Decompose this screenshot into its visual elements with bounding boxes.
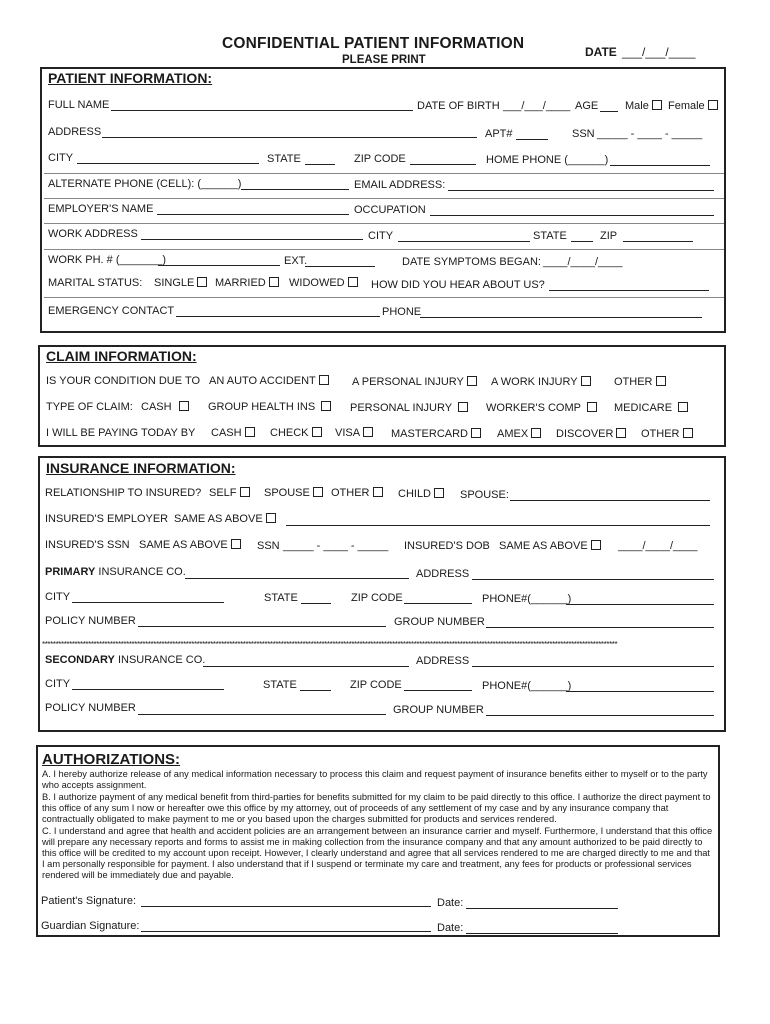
city-field[interactable] [77,163,259,164]
primary-group-label: GROUP NUMBER [394,616,485,628]
alt-phone-label: ALTERNATE PHONE (CELL): (______) [48,178,242,190]
work-city-label: CITY [368,230,394,242]
secondary-policy-label: POLICY NUMBER [45,702,136,714]
primary-state-field[interactable] [301,603,331,604]
patient-date-field[interactable] [466,908,618,909]
male-label: Male [625,100,649,112]
amex-checkbox[interactable] [531,428,541,438]
employer-label: EMPLOYER'S NAME [48,203,154,215]
patient-signature-field[interactable] [141,906,431,907]
female-option[interactable] [668,100,718,112]
primary-policy-label: POLICY NUMBER [45,615,136,627]
insurance-heading: INSURANCE INFORMATION: [46,460,236,476]
work-zip-field[interactable] [623,241,693,242]
alt-phone-field[interactable] [241,189,349,190]
pay-other-checkbox[interactable] [683,428,693,438]
auto-option[interactable] [209,375,329,387]
primary-label: PRIMARY [45,566,96,578]
address-field[interactable] [102,137,477,138]
emergency-field[interactable] [176,316,380,317]
self-label: SELF [209,487,237,499]
check-option[interactable] [270,427,322,439]
symptoms-label: DATE SYMPTOMS BEGAN: [402,256,541,268]
claim-heading: CLAIM INFORMATION: [46,348,197,364]
primary-policy-field[interactable] [138,626,386,627]
occupation-field[interactable] [430,215,714,216]
dob-field[interactable]: ___/___/____ [503,100,571,112]
primary-city-field[interactable] [72,602,224,603]
auth-paragraph-b: B. I authorize payment of any medical benefit from third-parties for benefits submitted for my claim to be paid directly to this office. I authorize the direct payment to this office of any sum I now or hereafter owe this office by my attorney, out of proceeds of any settlement of my case and by any insurance company that contractually obligated to make payment to me or you based upon the charges submitted for products and services rendered. [42,792,711,824]
date-label: DATE [585,45,617,59]
secondary-city-field[interactable] [72,689,224,690]
discover-label: DISCOVER [556,428,614,440]
secondary-zip-label: ZIP CODE [350,679,402,691]
secondary-label: SECONDARY [45,654,115,666]
male-option[interactable] [625,100,662,112]
personal-injury-label: PERSONAL INJURY [350,402,453,414]
workers-comp-option[interactable] [486,402,597,414]
secondary-phone-field[interactable] [566,691,714,692]
married-option[interactable] [215,277,279,289]
widowed-checkbox[interactable] [348,277,358,287]
full-name-label: FULL NAME [48,99,110,111]
age-label: AGE [575,100,599,112]
type-label: TYPE OF CLAIM: [46,401,133,413]
apt-field[interactable] [516,139,548,140]
pay-other-option[interactable] [641,428,693,440]
discover-option[interactable] [556,428,626,440]
rel-other-option[interactable] [331,487,383,499]
group-option[interactable] [208,401,331,413]
guardian-signature-field[interactable] [141,931,431,932]
amex-label: AMEX [497,428,529,440]
dob-same-option[interactable] [499,540,601,552]
work-state-field[interactable] [571,241,593,242]
employer-field[interactable] [157,214,349,215]
secondary-city-label: CITY [45,678,71,690]
emergency-phone-field[interactable] [420,317,702,318]
work-zip-label: ZIP [600,230,618,242]
ins-employer-field[interactable] [286,525,710,526]
visa-option[interactable] [335,427,373,439]
auth-paragraph-c: C. I understand and agree that health and accident policies are an arrangement between an insurance carrier and myself. Furthermore, I understand that this office will prepare any necessary reports and forms to assist me in making collection from the insurance company and that any amount authorized to be paid directly to this office will be credited to my account upon receipt. However, I clearly understand and agree that all services rendered to me are charged directly to me and that I am personally responsible for payment. I also understand that if I suspend or terminate my care and treatment, any fees for products or professional services rendered will be immediately due and payable. [42,826,713,880]
divider [44,173,724,174]
occupation-label: OCCUPATION [354,204,426,216]
widowed-label: WIDOWED [289,277,345,289]
work-address-field[interactable] [141,239,363,240]
auth-paragraph-a: A. I hereby authorize release of any medical information necessary to process this claim and request payment of insurance benefits either to myself or to the party who accepts assignment. [42,769,708,790]
auto-label: AN AUTO ACCIDENT [209,375,316,387]
age-field[interactable] [600,111,618,112]
zip-field[interactable] [410,164,476,165]
secondary-zip-field[interactable] [404,690,472,691]
marital-label: MARITAL STATUS: [48,277,143,289]
group-label: GROUP HEALTH INS [208,401,316,413]
ssn-label: SSN [572,128,595,140]
work-phone-field[interactable] [158,265,280,266]
dob-label: DATE OF BIRTH [417,100,500,112]
check-label: CHECK [270,427,309,439]
secondary-address-label: ADDRESS [416,655,470,667]
city-label: CITY [48,152,74,164]
patient-section [40,67,726,333]
discover-checkbox[interactable] [616,428,626,438]
ssn-same-checkbox[interactable] [231,539,241,549]
mastercard-option[interactable] [391,428,481,440]
primary-address-label: ADDRESS [416,568,470,580]
personal-injury-option[interactable] [350,402,468,414]
cash-checkbox[interactable] [179,401,189,411]
divider [44,198,724,199]
work-injury-option[interactable] [491,376,591,388]
hear-field[interactable] [549,290,709,291]
emergency-phone-label: PHONE [382,306,422,318]
secondary-policy-field[interactable] [138,714,386,715]
married-checkbox[interactable] [269,277,279,287]
spouse-name-field[interactable] [510,500,710,501]
dob-same-label: SAME AS ABOVE [499,540,588,552]
ins-dob-label: INSURED'S DOB [404,540,490,552]
guardian-date-label: Date: [437,922,464,934]
visa-checkbox[interactable] [363,427,373,437]
work-injury-label: A WORK INJURY [491,376,578,388]
ins-ssn2-label: SSN [257,540,280,552]
primary-address-field[interactable] [472,579,714,580]
secondary-group-field[interactable] [486,715,714,716]
single-option[interactable] [154,277,207,289]
dob-same-checkbox[interactable] [591,540,601,550]
form-subtitle: PLEASE PRINT [342,54,426,66]
personal-checkbox[interactable] [467,376,477,386]
ins-employer-label: INSURED'S EMPLOYER [45,513,169,525]
married-label: MARRIED [215,277,266,289]
secondary-group-label: GROUP NUMBER [393,704,484,716]
full-name-field[interactable] [111,110,413,111]
employer-same-label: SAME AS ABOVE [174,513,263,525]
date-field[interactable]: ___/___/____ [622,45,696,59]
pay-cash-checkbox[interactable] [245,427,255,437]
personal-option[interactable] [352,376,477,388]
single-checkbox[interactable] [197,277,207,287]
employer-same-option[interactable] [174,513,276,525]
secondary-state-field[interactable] [300,690,331,691]
ssn-same-option[interactable] [139,539,241,551]
hear-label: HOW DID YOU HEAR ABOUT US? [371,279,545,291]
medicare-label: MEDICARE [614,402,673,414]
other-option[interactable] [614,376,666,388]
medicare-checkbox[interactable] [678,402,688,412]
mastercard-label: MASTERCARD [391,428,469,440]
symptoms-field[interactable]: ____/____/____ [543,256,623,268]
child-checkbox[interactable] [434,488,444,498]
address-label: ADDRESS [48,126,102,138]
work-address-label: WORK ADDRESS [48,228,138,240]
auth-heading: AUTHORIZATIONS: [42,751,181,768]
ins-dob-field[interactable]: ____/____/____ [618,540,698,552]
ext-field[interactable] [305,266,375,267]
primary-zip-label: ZIP CODE [351,592,403,604]
guardian-date-field[interactable] [466,933,618,934]
spouse-name-label: SPOUSE: [460,489,509,501]
paying-label: I WILL BE PAYING TODAY BY [46,427,196,439]
pay-cash-label: CASH [211,427,242,439]
other-label: OTHER [614,376,653,388]
personal-label: A PERSONAL INJURY [352,376,464,388]
self-option[interactable] [209,487,250,499]
spouse-checkbox[interactable] [313,487,323,497]
email-label: EMAIL ADDRESS: [354,179,446,191]
visa-label: VISA [335,427,361,439]
emergency-label: EMERGENCY CONTACT [48,305,175,317]
primary-city-label: CITY [45,591,71,603]
pay-other-label: OTHER [641,428,680,440]
primary-phone-label: PHONE#(______) [482,593,572,605]
work-phone-label: WORK PH. # (_______) [48,254,166,266]
employer-same-checkbox[interactable] [266,513,276,523]
cash-label: CASH [141,401,172,413]
apt-label: APT# [485,128,513,140]
work-city-field[interactable] [398,241,530,242]
secondary-state-label: STATE [263,679,297,691]
child-label: CHILD [398,488,432,500]
group-checkbox[interactable] [321,401,331,411]
single-label: SINGLE [154,277,195,289]
cash-option[interactable] [141,401,189,413]
patient-heading: PATIENT INFORMATION: [48,70,213,86]
form-title: CONFIDENTIAL PATIENT INFORMATION [222,35,525,52]
child-option[interactable] [398,488,444,500]
medicare-option[interactable] [614,402,688,414]
rel-other-checkbox[interactable] [373,487,383,497]
due-to-label: IS YOUR CONDITION DUE TO [46,375,201,387]
pay-cash-option[interactable] [211,427,255,439]
primary-co-field[interactable] [185,578,409,579]
primary-zip-field[interactable] [404,603,472,604]
ext-label: EXT. [284,255,308,267]
auto-checkbox[interactable] [319,375,329,385]
check-checkbox[interactable] [312,427,322,437]
primary-co-label [45,566,186,578]
secondary-address-field[interactable] [472,666,714,667]
secondary-co-field[interactable] [203,666,409,667]
other-checkbox[interactable] [656,376,666,386]
work-state-label: STATE [533,230,567,242]
spouse-option[interactable] [264,487,323,499]
female-checkbox[interactable] [708,100,718,110]
ins-ssn-field[interactable]: _____ - ____ - _____ [283,540,389,552]
divider [44,297,724,298]
patient-signature-label: Patient's Signature: [41,895,137,907]
rel-other-label: OTHER [331,487,370,499]
relationship-label: RELATIONSHIP TO INSURED? [45,487,202,499]
self-checkbox[interactable] [240,487,250,497]
amex-option[interactable] [497,428,541,440]
home-phone-label: HOME PHONE (______) [486,154,609,166]
female-label: Female [668,100,705,112]
workers-comp-label: WORKER'S COMP [486,402,581,414]
secondary-phone-label: PHONE#(______) [482,680,572,692]
primary-group-field[interactable] [486,627,714,628]
patient-date-label: Date: [437,897,464,909]
male-checkbox[interactable] [652,100,662,110]
divider [44,249,724,250]
state-field[interactable] [305,164,335,165]
divider [44,223,724,224]
separator-stars: ******************************************************************************************************************************************************************************************************************** [42,640,618,649]
spouse-label: SPOUSE [264,487,310,499]
mastercard-checkbox[interactable] [471,428,481,438]
email-field[interactable] [448,190,714,191]
primary-ins-co: INSURANCE CO. [98,566,186,578]
primary-state-label: STATE [264,592,298,604]
guardian-signature-label: Guardian Signature: [41,920,140,932]
ins-ssn-label: INSURED'S SSN [45,539,130,551]
personal-injury-checkbox[interactable] [458,402,468,412]
state-label: STATE [267,153,301,165]
secondary-ins-co: INSURANCE CO. [117,654,206,666]
widowed-option[interactable] [289,277,358,289]
secondary-co-label [45,654,205,666]
primary-phone-field[interactable] [566,604,714,605]
work-injury-checkbox[interactable] [581,376,591,386]
zip-label: ZIP CODE [354,153,406,165]
ssn-same-label: SAME AS ABOVE [139,539,228,551]
home-phone-field[interactable] [610,165,710,166]
ssn-field[interactable]: _____ - ____ - _____ [597,128,703,140]
workers-comp-checkbox[interactable] [587,402,597,412]
